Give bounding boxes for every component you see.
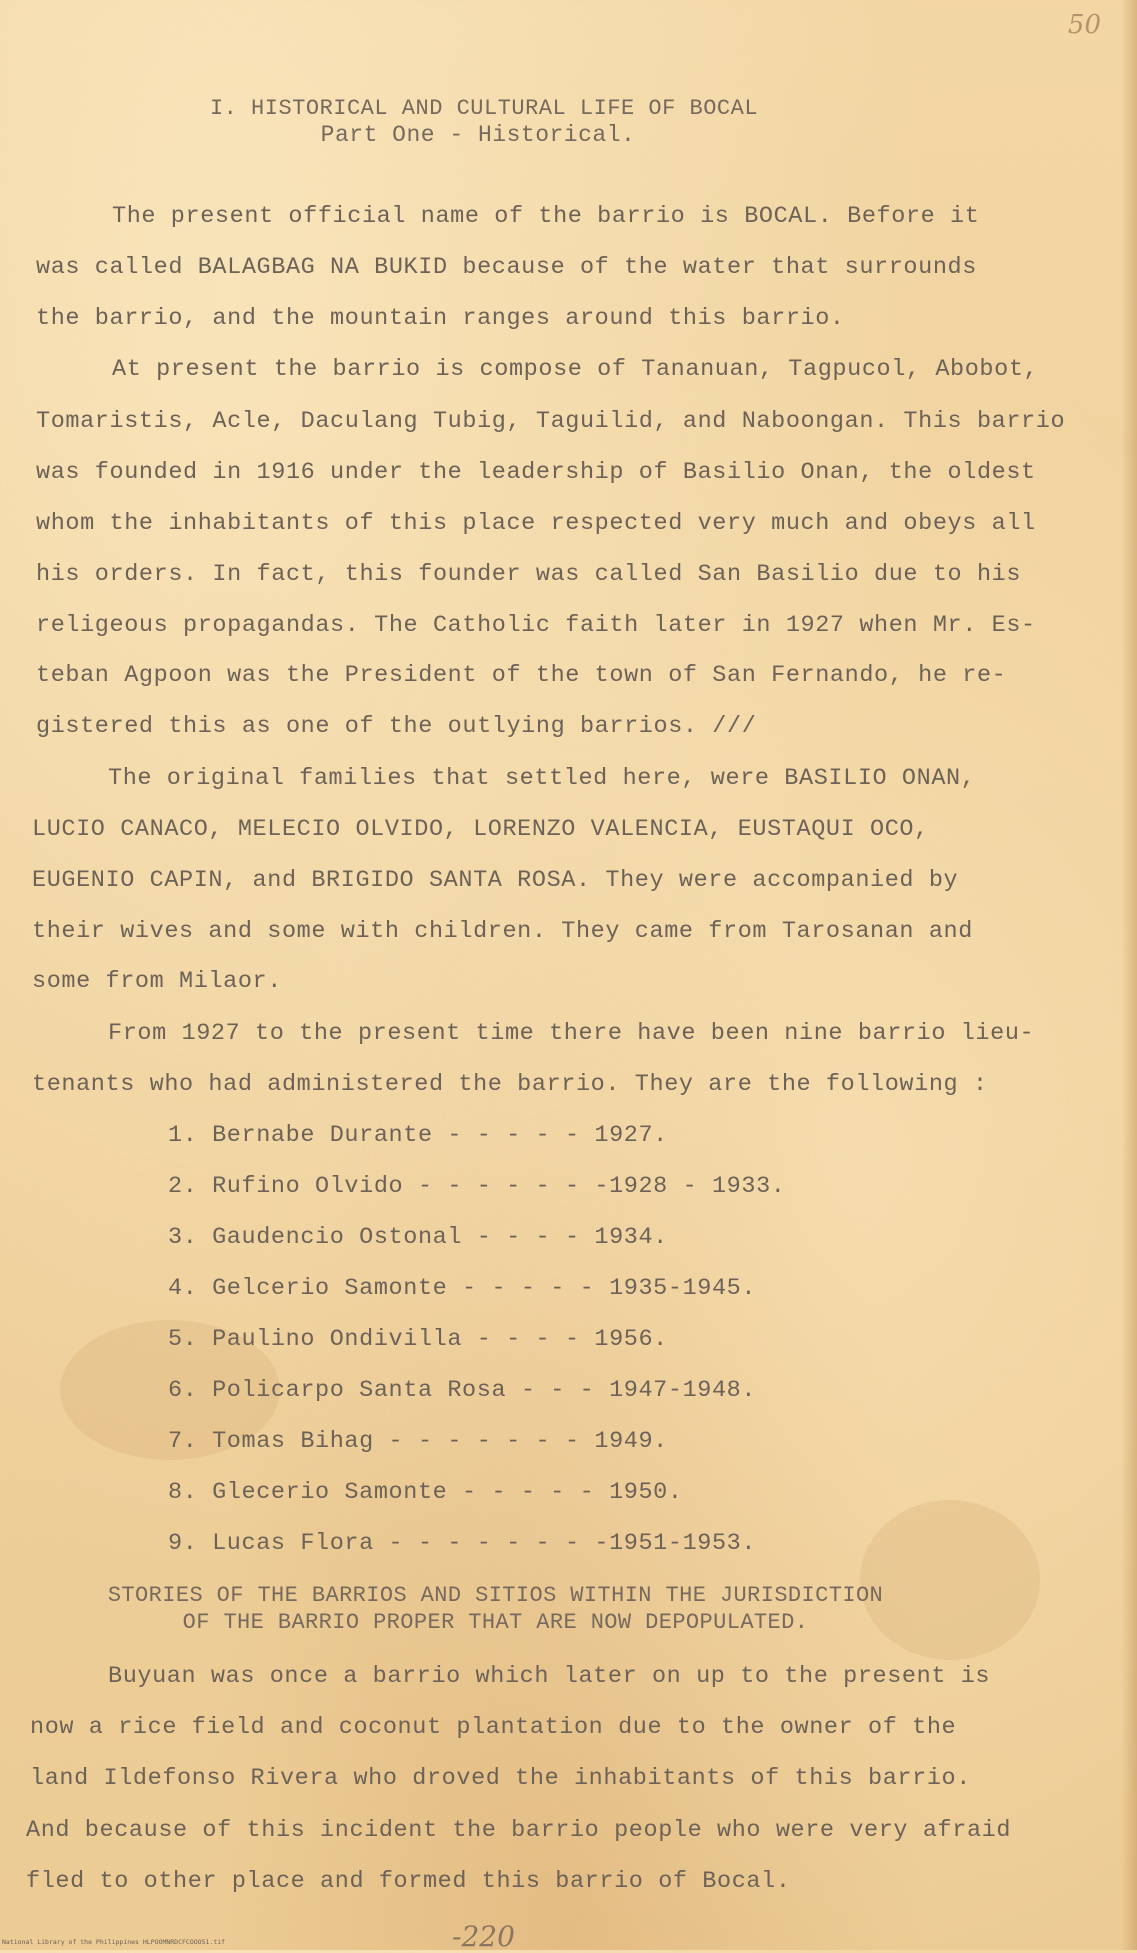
- lieutenant-list-item: 5. Paulino Ondivilla - - - - 1956.: [168, 1326, 668, 1353]
- paragraph-3-line-4: their wives and some with children. They came from Tarosanan and: [32, 918, 973, 945]
- closing-paragraph-line-5: fled to other place and formed this barrio of Bocal.: [26, 1868, 791, 1895]
- lieutenant-list-item: 6. Policarpo Santa Rosa - - - 1947-1948.: [168, 1377, 757, 1404]
- closing-paragraph-line-1: Buyuan was once a barrio which later on up to the present is: [108, 1663, 991, 1690]
- lieutenant-list-item: 4. Gelcerio Samonte - - - - - 1935-1945.: [168, 1275, 757, 1302]
- section-heading: STORIES OF THE BARRIOS AND SITIOS WITHIN THE JURISDICTION: [107, 1583, 884, 1608]
- paragraph-3-line-2: LUCIO CANACO, MELECIO OLVIDO, LORENZO VALENCIA, EUSTAQUI OCO,: [32, 816, 929, 843]
- lieutenant-list-item: 7. Tomas Bihag - - - - - - - 1949.: [168, 1428, 668, 1455]
- paragraph-4-line-2: tenants who had administered the barrio. They are the following :: [32, 1071, 988, 1098]
- paragraph-4-line-1: From 1927 to the present time there have been nine barrio lieu-: [108, 1020, 1035, 1047]
- page-number: 50: [1067, 10, 1101, 40]
- lieutenant-list-item: 1. Bernabe Durante - - - - - 1927.: [168, 1122, 668, 1149]
- lieutenant-list-item: 3. Gaudencio Ostonal - - - - 1934.: [168, 1224, 668, 1251]
- paragraph-2-line-7: teban Agpoon was the President of the town of San Fernando, he re-: [36, 662, 1007, 689]
- paragraph-2-line-1: At present the barrio is compose of Tananuan, Tagpucol, Abobot,: [112, 356, 1039, 383]
- paper-edge-shadow: [1121, 0, 1137, 1950]
- paragraph-2-line-4: whom the inhabitants of this place respected very much and obeys all: [36, 510, 1036, 537]
- paragraph-2-line-3: was founded in 1916 under the leadership of Basilio Onan, the oldest: [36, 459, 1036, 486]
- section-heading-continued: OF THE BARRIO PROPER THAT ARE NOW DEPOPULATED.: [182, 1610, 809, 1635]
- handwritten-page-mark: -220: [452, 1920, 515, 1953]
- paragraph-2-line-8: gistered this as one of the outlying barrios. ///: [36, 713, 757, 740]
- document-title: I. HISTORICAL AND CULTURAL LIFE OF BOCAL: [209, 96, 759, 121]
- closing-paragraph-line-4: And because of this incident the barrio people who were very afraid: [26, 1817, 1012, 1844]
- closing-paragraph-line-2: now a rice field and coconut plantation due to the owner of the: [30, 1714, 957, 1741]
- lieutenant-list-item: 8. Glecerio Samonte - - - - - 1950.: [168, 1479, 683, 1506]
- paragraph-3-line-1: The original families that settled here, were BASILIO ONAN,: [108, 765, 976, 792]
- paragraph-3-line-5: some from Milaor.: [32, 968, 282, 995]
- paragraph-2-line-5: his orders. In fact, this founder was called San Basilio due to his: [36, 561, 1022, 588]
- paragraph-2-line-2: Tomaristis, Acle, Daculang Tubig, Taguilid, and Naboongan. This barrio: [36, 408, 1066, 435]
- lieutenant-list-item: 9. Lucas Flora - - - - - - - -1951-1953.: [168, 1530, 757, 1557]
- paragraph-1-line-3: the barrio, and the mountain ranges around this barrio.: [36, 305, 845, 332]
- document-subtitle: Part One - Historical.: [320, 122, 636, 148]
- closing-paragraph-line-3: land Ildefonso Rivera who droved the inhabitants of this barrio.: [30, 1765, 971, 1792]
- paragraph-2-line-6: religeous propagandas. The Catholic faith later in 1927 when Mr. Es-: [36, 612, 1036, 639]
- paragraph-1-line-2: was called BALAGBAG NA BUKID because of the water that surrounds: [36, 254, 977, 281]
- paragraph-3-line-3: EUGENIO CAPIN, and BRIGIDO SANTA ROSA. They were accompanied by: [32, 867, 959, 894]
- paper-stain: [860, 1500, 1040, 1660]
- lieutenant-list-item: 2. Rufino Olvido - - - - - - -1928 - 1933.: [168, 1173, 786, 1200]
- paragraph-1-line-1: The present official name of the barrio is BOCAL. Before it: [112, 203, 980, 230]
- library-footer-label: National Library of the Philippines HLPOOMNRDCFCOOO51.tif: [2, 1938, 226, 1946]
